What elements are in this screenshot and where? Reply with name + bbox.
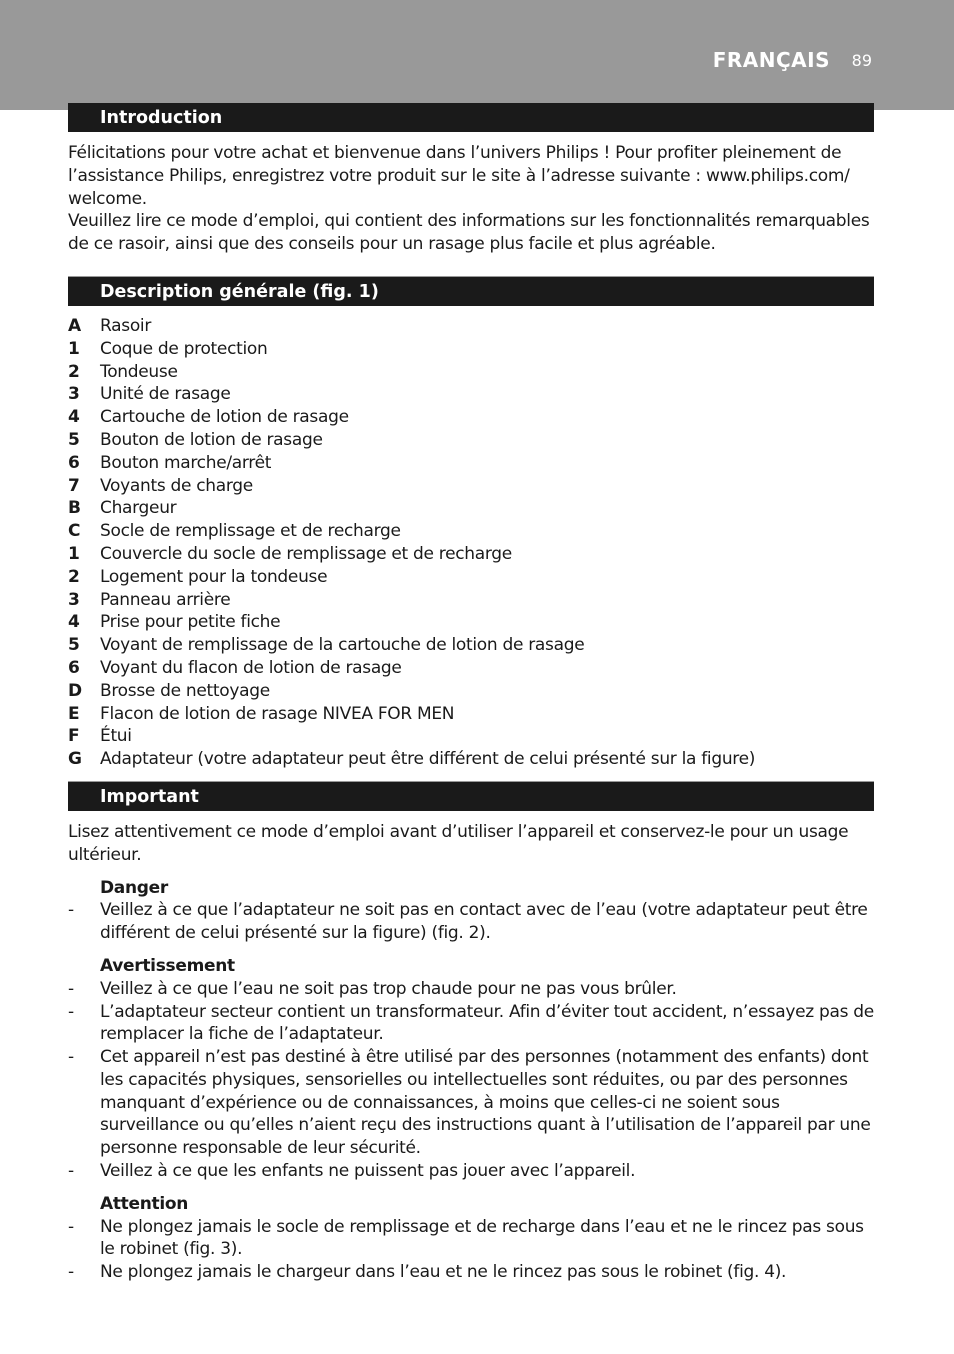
list-item (68, 899, 874, 945)
list-item-key: 4 (68, 612, 80, 633)
list-item-text: Coque de protection (100, 338, 268, 359)
list-item (68, 383, 874, 406)
bullet-text: Cet appareil n’est pas destiné à être utilisé par des personnes (notamment des enfants) dont les capacités physiques, sensorielles ou intellectuelles sont réduites, ou par des personnes manquant d’expérience ou de connaissances, à moins que celles-ci ne soient sous surveillance ou qu’elles n’aient reçu des instructions quant à l’utilisation de l’appareil par une personne responsable de leur sécurité. (100, 1047, 871, 1159)
list-item-key: D (68, 680, 82, 701)
list-item-key: 2 (68, 361, 80, 382)
list-item-key: F (68, 726, 80, 747)
list-item-text: Voyants de charge (100, 475, 253, 496)
list-item (68, 1216, 874, 1262)
list-item (68, 657, 874, 680)
list-item (68, 589, 874, 612)
list-item (68, 748, 874, 771)
list-item-key: 7 (68, 475, 80, 496)
bullet-text: Veillez à ce que les enfants ne puissent pas jouer avec l’appareil. (100, 1161, 636, 1182)
list-item-text: Adaptateur (votre adaptateur peut être différent de celui présenté sur la figure) (100, 749, 756, 770)
list-item-text: Flacon de lotion de rasage NIVEA FOR MEN (100, 703, 455, 724)
bullet-dash: - (68, 1161, 74, 1182)
language-label: FRANÇAIS (712, 48, 830, 72)
page-number: 89 (851, 51, 872, 70)
list-item-text: Panneau arrière (100, 589, 231, 610)
bullet-dash: - (68, 1216, 74, 1237)
list-item (68, 566, 874, 589)
list-item (68, 1001, 874, 1047)
list-item-text: Tondeuse (100, 361, 178, 382)
header-band (0, 0, 954, 110)
list-item (68, 452, 874, 475)
bullet-text: Veillez à ce que l’adaptateur ne soit pas en contact avec de l’eau (votre adaptateur peut être différent de celui présenté sur la figure) (fig. 2). (100, 900, 868, 944)
section-heading-description: Description générale (fig. 1) (68, 276, 874, 306)
list-item (68, 978, 874, 1001)
list-item-key: G (68, 749, 82, 770)
intro-paragraph-1: Félicitations pour votre achat et bienvenue dans l’univers Philips ! Pour profiter pleinement de l’assistance Philips, enregistrez votre produit sur le site à l’adresse suivante : www.philips.com/ welcome. (68, 143, 850, 209)
list-item-text: Bouton de lotion de rasage (100, 429, 323, 450)
list-item-key: 5 (68, 429, 80, 450)
list-item-key: 6 (68, 452, 80, 473)
section-heading-introduction: Introduction (68, 102, 874, 132)
list-item-key: 2 (68, 566, 80, 587)
list-item (68, 406, 874, 429)
list-item (68, 338, 874, 361)
list-item-key: 1 (68, 543, 80, 564)
list-item-text: Logement pour la tondeuse (100, 566, 328, 587)
bullet-dash: - (68, 1001, 74, 1022)
bullet-text: Ne plongez jamais le socle de remplissage et de recharge dans l’eau et ne le rincez pas sous le robinet (fig. 3). (100, 1216, 864, 1260)
list-item-text: Unité de rasage (100, 384, 231, 405)
list-item-key: 1 (68, 338, 80, 359)
list-item-text: Voyant du flacon de lotion de rasage (100, 657, 402, 678)
list-item-text: Cartouche de lotion de rasage (100, 407, 349, 428)
section-heading-important: Important (68, 781, 874, 811)
list-item-key: 4 (68, 407, 80, 428)
list-item (68, 1160, 874, 1183)
list-item-key: E (68, 703, 80, 724)
list-item (68, 497, 874, 520)
list-item-key: C (68, 521, 81, 542)
subheading-caution: Attention (100, 1193, 189, 1214)
list-item-text: Couvercle du socle de remplissage et de recharge (100, 543, 512, 564)
list-item-text: Voyant de remplissage de la cartouche de lotion de rasage (100, 635, 585, 656)
list-item (68, 634, 874, 657)
subheading-warning: Avertissement (100, 955, 235, 976)
bullet-text: L’adaptateur secteur contient un transformateur. Afin d’éviter tout accident, n’essayez pas de remplacer la fiche de l’adaptateur. (100, 1001, 874, 1045)
list-item-key: B (68, 498, 81, 519)
list-item-key: 5 (68, 635, 80, 656)
bullet-dash: - (68, 1262, 74, 1283)
bullet-dash: - (68, 978, 74, 999)
list-item-key: 3 (68, 384, 80, 405)
list-item (68, 429, 874, 452)
parts-list (68, 315, 874, 771)
list-item (68, 1046, 874, 1160)
list-item (68, 543, 874, 566)
list-item (68, 475, 874, 498)
list-item (68, 703, 874, 726)
list-item-key: 3 (68, 589, 80, 610)
list-item (68, 725, 874, 748)
list-item (68, 680, 874, 703)
list-item (68, 611, 874, 634)
list-item-text: Brosse de nettoyage (100, 680, 270, 701)
list-item (68, 1261, 874, 1284)
list-item-text: Prise pour petite fiche (100, 612, 281, 633)
list-item-key: A (68, 315, 81, 336)
intro-paragraph-2: Veuillez lire ce mode d’emploi, qui contient des informations sur les fonctionnalités remarquables de ce rasoir, ainsi que des conseils pour un rasage plus facile et plus agréable. (68, 211, 870, 255)
list-item (68, 361, 874, 384)
list-item-text: Étui (100, 726, 132, 747)
list-item (68, 520, 874, 543)
bullet-text: Veillez à ce que l’eau ne soit pas trop chaude pour ne pas vous brûler. (100, 978, 677, 999)
list-item-text: Socle de remplissage et de recharge (100, 521, 401, 542)
bullet-dash: - (68, 1047, 74, 1068)
list-item-text: Rasoir (100, 315, 152, 336)
list-item (68, 315, 874, 338)
important-intro: Lisez attentivement ce mode d’emploi avant d’utiliser l’appareil et conservez-le pour un usage ultérieur. (68, 821, 849, 865)
bullet-text: Ne plongez jamais le chargeur dans l’eau et ne le rincez pas sous le robinet (fig. 4). (100, 1262, 787, 1283)
page-content (68, 102, 874, 1284)
subheading-danger: Danger (100, 877, 168, 898)
list-item-key: 6 (68, 657, 80, 678)
list-item-text: Bouton marche/arrêt (100, 452, 272, 473)
list-item-text: Chargeur (100, 498, 177, 519)
bullet-dash: - (68, 900, 74, 921)
